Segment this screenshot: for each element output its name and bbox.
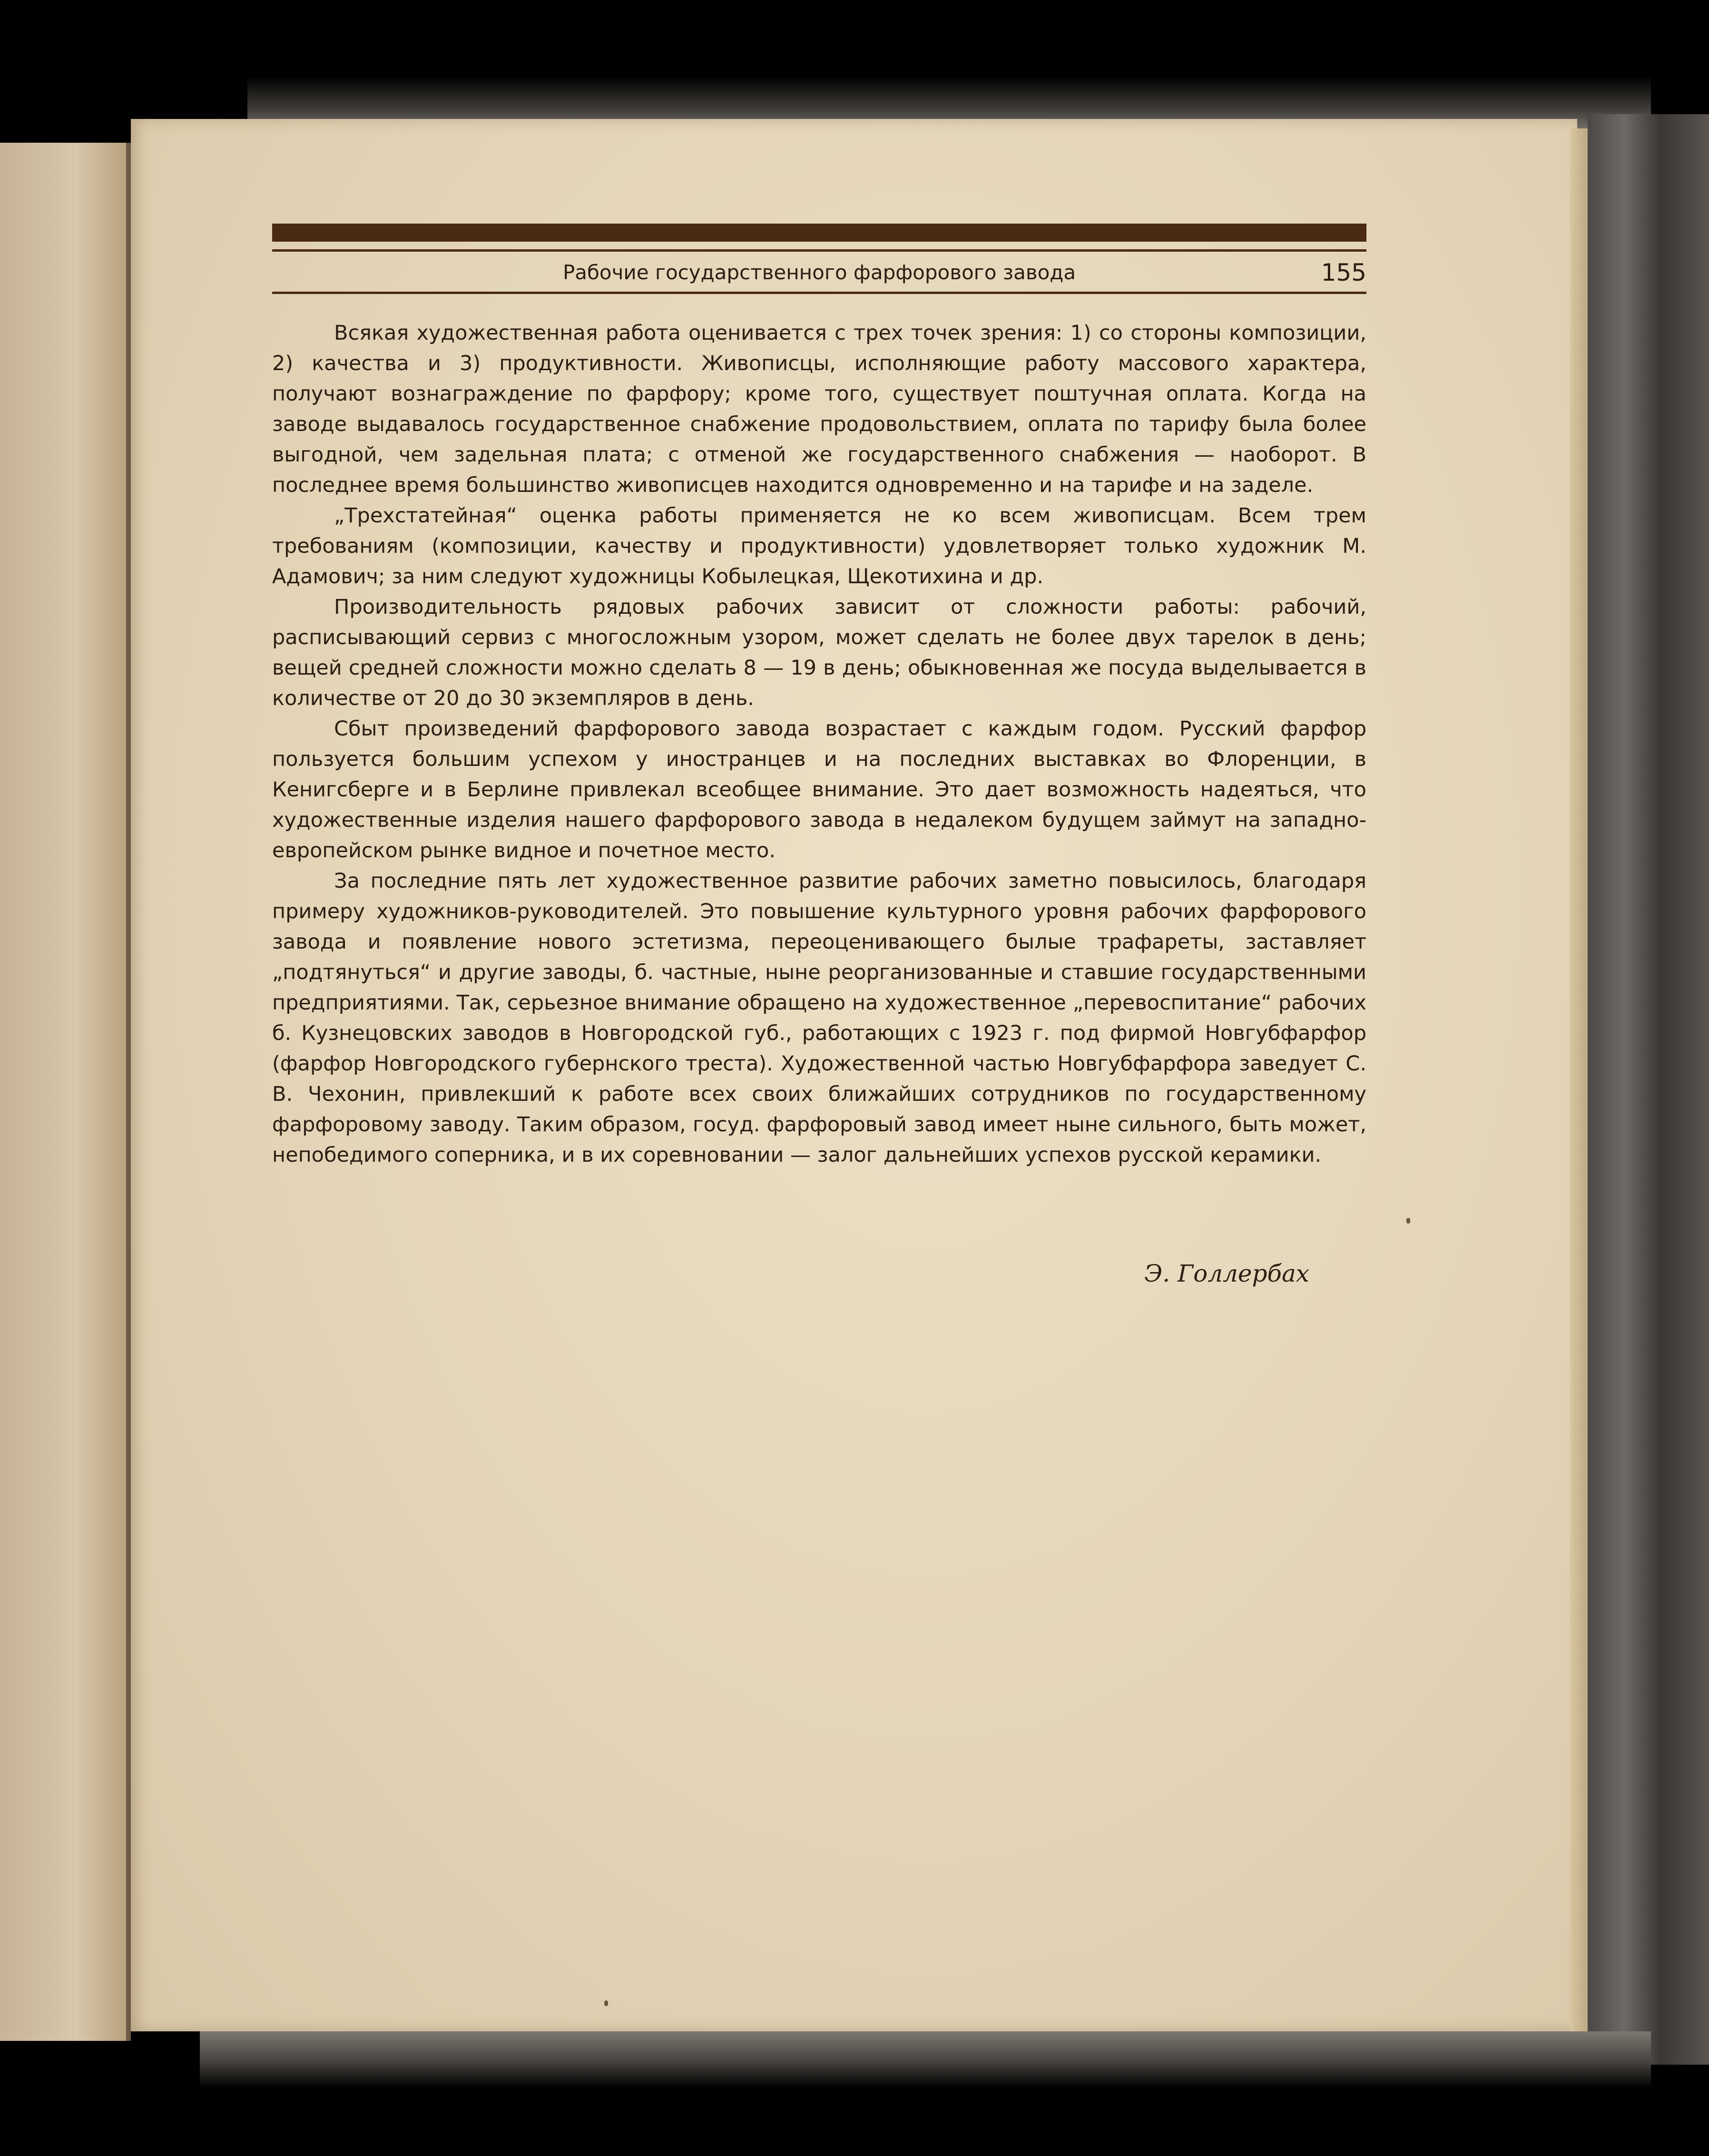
running-head <box>272 257 1366 288</box>
author-signature: Э. Голлербах <box>1144 1260 1309 1287</box>
book-cover-bottom-edge <box>200 2031 1651 2088</box>
paragraph: „Трехстатейная“ оценка работы применяется не ко всем живописцам. Всем трем требованиям (композиции, качеству и продуктивности) удовлетворяет только художник М. Адамович; за ним следуют художницы Кобылецкая, Щекотихина и др. <box>272 504 1366 588</box>
paragraph: Всякая художественная работа оценивается с трех точек зрения: 1) со стороны композиции, 2) качества и 3) продуктивности. Живописцы, исполняющие работу массового характера, получают вознаграждение по фарфору; кроме того, существует поштучная оплата. Когда на заводе выдавалось государственное снабжение продовольствием, оплата по тарифу была более выгодной, чем задельная плата; с отменой же государственного снабжения — наоборот. В последнее время большинство живописцев находится одновременно и на тарифе и на заделе. <box>272 321 1366 497</box>
paper-speck <box>604 2000 608 2006</box>
header-rule-thick <box>272 224 1366 242</box>
page-number: 155 <box>1321 259 1366 286</box>
article-body <box>272 318 1366 1170</box>
page-stack-edge <box>1570 128 1589 2031</box>
previous-page-edge <box>0 143 131 2041</box>
book-cover-right-edge <box>1588 114 1709 2065</box>
paragraph: Производительность рядовых рабочих зависит от сложности работы: рабочий, расписывающий сервиз с многосложным узором, может сделать не более двух тарелок в день; вещей средней сложности можно сделать 8 — 19 в день; обыкновенная же посуда выделывается в количестве от 20 до 30 экземпляров в день. <box>272 595 1366 710</box>
paper-speck <box>1406 1218 1410 1224</box>
running-title: Рабочие государственного фарфорового завода <box>562 261 1076 284</box>
header-rule-thin <box>272 249 1366 252</box>
header-rule-bottom <box>272 292 1366 294</box>
paragraph: Сбыт произведений фарфорового завода возрастает с каждым годом. Русский фарфор пользуется большим успехом у иностранцев и на последних выставках во Флоренции, в Кенигсберге и в Берлине привлекал всеобщее внимание. Это дает возможность надеяться, что художественные изделия нашего фарфорового завода в недалеком будущем займут на западно-европейском рынке видное и почетное место. <box>272 717 1366 862</box>
paragraph: За последние пять лет художественное развитие рабочих заметно повысилось, благодаря примеру художников-руководителей. Это повышение культурного уровня рабочих фарфорового завода и появление нового эстетизма, переоценивающего былые трафареты, заставляет „подтянуться“ и другие заводы, б. частные, ныне реорганизованные и ставшие государственными предприятиями. Так, серьезное внимание обращено на художественное „перевоспитание“ рабочих б. Кузнецовских заводов в Новгородской губ., работающих с 1923 г. под фирмой Новгубфарфор (фарфор Новгородского губернского треста). Художественной частью Новгубфарфора заведует С. В. Чехонин, привлекший к работе всех своих ближайших сотрудников по государственному фарфоровому заводу. Таким образом, госуд. фарфоровый завод имеет ныне сильного, быть может, непобедимого соперника, и в их соревновании — залог дальнейших успехов русской керамики. <box>272 869 1366 1167</box>
